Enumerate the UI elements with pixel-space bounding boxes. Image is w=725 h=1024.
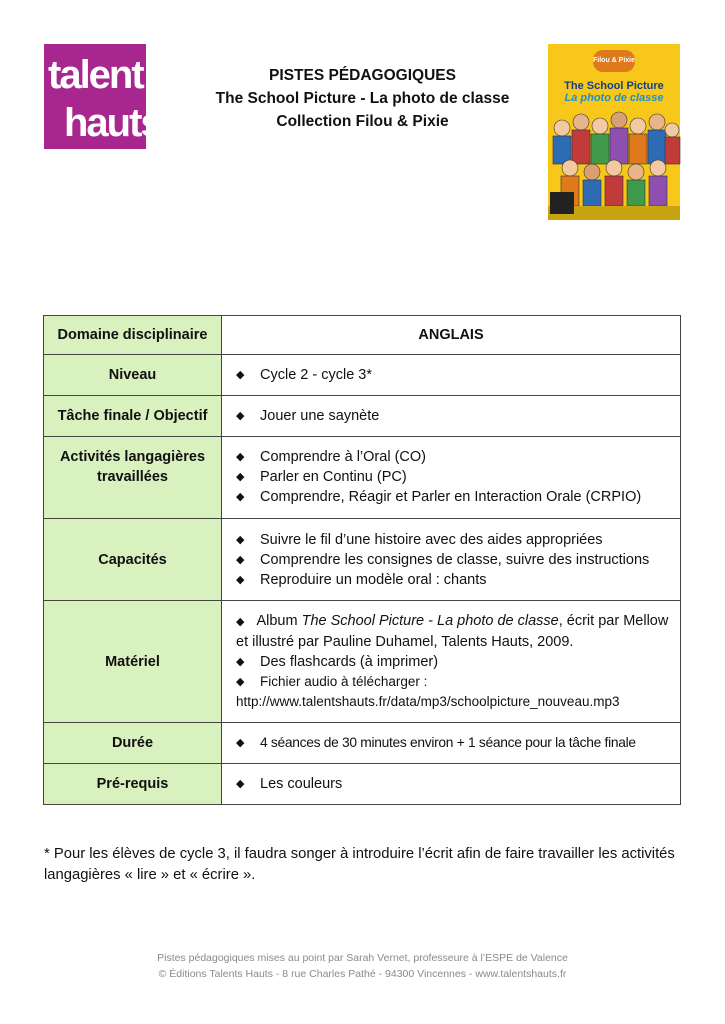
list-item: ◆ Album The School Picture - La photo de classe, écrit par Mellow et illustré par Pauline Duhamel, Talents Hauts, 2009. bbox=[236, 613, 669, 650]
table-row bbox=[44, 519, 681, 601]
list-item: ◆ Suivre le fil d’une histoire avec des aides appropriées bbox=[236, 531, 603, 548]
svg-text:hauts: hauts bbox=[64, 101, 161, 145]
diamond-bullet-icon: ◆ bbox=[236, 656, 245, 668]
header-book-title: The School Picture - La photo de classe bbox=[215, 90, 510, 107]
domain-value: ANGLAIS bbox=[222, 316, 681, 355]
diamond-bullet-icon: ◆ bbox=[236, 533, 245, 546]
footer-credit: Pistes pédagogiques mises au point par Sarah Vernet, professeure à l’ESPE de Valence bbox=[157, 952, 568, 964]
materiel-label: Matériel bbox=[44, 601, 222, 723]
table-row bbox=[44, 601, 681, 723]
book-cover bbox=[548, 44, 680, 242]
activites-label: Activités langagières travaillées bbox=[44, 437, 222, 519]
diamond-bullet-icon: ◆ bbox=[236, 451, 245, 463]
diamond-bullet-icon: ◆ bbox=[236, 369, 245, 381]
list-item: ◆ Parler en Continu (PC) bbox=[236, 469, 407, 485]
audio-link[interactable]: http://www.talentshauts.fr/data/mp3/schoolpicture_nouveau.mp3 bbox=[236, 694, 620, 709]
niveau-label: Niveau bbox=[44, 355, 222, 396]
prerequis-label: Pré-requis bbox=[44, 764, 222, 805]
list-item: ◆ Jouer une saynète bbox=[236, 408, 380, 424]
publisher-logo bbox=[44, 44, 161, 149]
list-item: ◆ Comprendre, Réagir et Parler en Interaction Orale (CRPIO) bbox=[236, 489, 642, 505]
list-item: ◆ Des flashcards (à imprimer) bbox=[236, 654, 439, 670]
list-item: ◆ 4 séances de 30 minutes environ + 1 séance pour la tâche finale bbox=[236, 733, 674, 753]
list-item: ◆ Comprendre à l’Oral (CO) bbox=[236, 449, 426, 465]
table-row bbox=[44, 355, 681, 396]
list-item: ◆ Les couleurs bbox=[236, 776, 343, 792]
svg-text:talent: talent bbox=[48, 53, 143, 97]
tache-label: Tâche finale / Objectif bbox=[44, 396, 222, 437]
diamond-bullet-icon: ◆ bbox=[236, 491, 245, 503]
cover-series: Filou & Pixie bbox=[593, 50, 635, 72]
cover-title-en: The School Picture bbox=[564, 80, 664, 92]
table-row bbox=[44, 764, 681, 805]
diamond-bullet-icon: ◆ bbox=[236, 553, 245, 566]
talents-hauts-logo-icon bbox=[44, 44, 161, 149]
header-title: PISTES PÉDAGOGIQUES bbox=[269, 67, 456, 84]
table-row bbox=[44, 723, 681, 764]
diamond-bullet-icon: ◆ bbox=[236, 616, 245, 628]
list-item: ◆ Cycle 2 - cycle 3* bbox=[236, 367, 373, 383]
page-footer bbox=[0, 950, 725, 982]
pedagogy-table bbox=[43, 315, 681, 805]
diamond-bullet-icon: ◆ bbox=[236, 778, 245, 790]
list-item: ◆ Fichier audio à télécharger : bbox=[236, 672, 674, 692]
footer-address: © Éditions Talents Hauts - 8 rue Charles Pathé - 94300 Vincennes - www.talentshauts.fr bbox=[158, 968, 567, 980]
cover-brand: talent hauts bbox=[552, 236, 584, 242]
table-row bbox=[44, 396, 681, 437]
footnote: * Pour les élèves de cycle 3, il faudra songer à introduire l’écrit afin de faire travailler les activités langagières « lire » et « écrire ». bbox=[44, 846, 675, 883]
table-row bbox=[44, 316, 681, 355]
diamond-bullet-icon: ◆ bbox=[236, 471, 245, 483]
diamond-bullet-icon: ◆ bbox=[236, 676, 245, 688]
table-row bbox=[44, 437, 681, 519]
header-collection: Collection Filou & Pixie bbox=[276, 113, 449, 130]
capacites-label: Capacités bbox=[44, 519, 222, 601]
cover-illustration-icon bbox=[548, 44, 680, 220]
list-item: ◆ Reproduire un modèle oral : chants bbox=[236, 571, 487, 588]
diamond-bullet-icon: ◆ bbox=[236, 737, 245, 749]
cover-title-fr: La photo de classe bbox=[564, 92, 664, 104]
duree-label: Durée bbox=[44, 723, 222, 764]
diamond-bullet-icon: ◆ bbox=[236, 410, 245, 422]
list-item: ◆ Comprendre les consignes de classe, suivre des instructions bbox=[236, 551, 650, 568]
document-header bbox=[180, 64, 545, 133]
domain-label: Domaine disciplinaire bbox=[44, 316, 222, 355]
diamond-bullet-icon: ◆ bbox=[236, 573, 245, 586]
